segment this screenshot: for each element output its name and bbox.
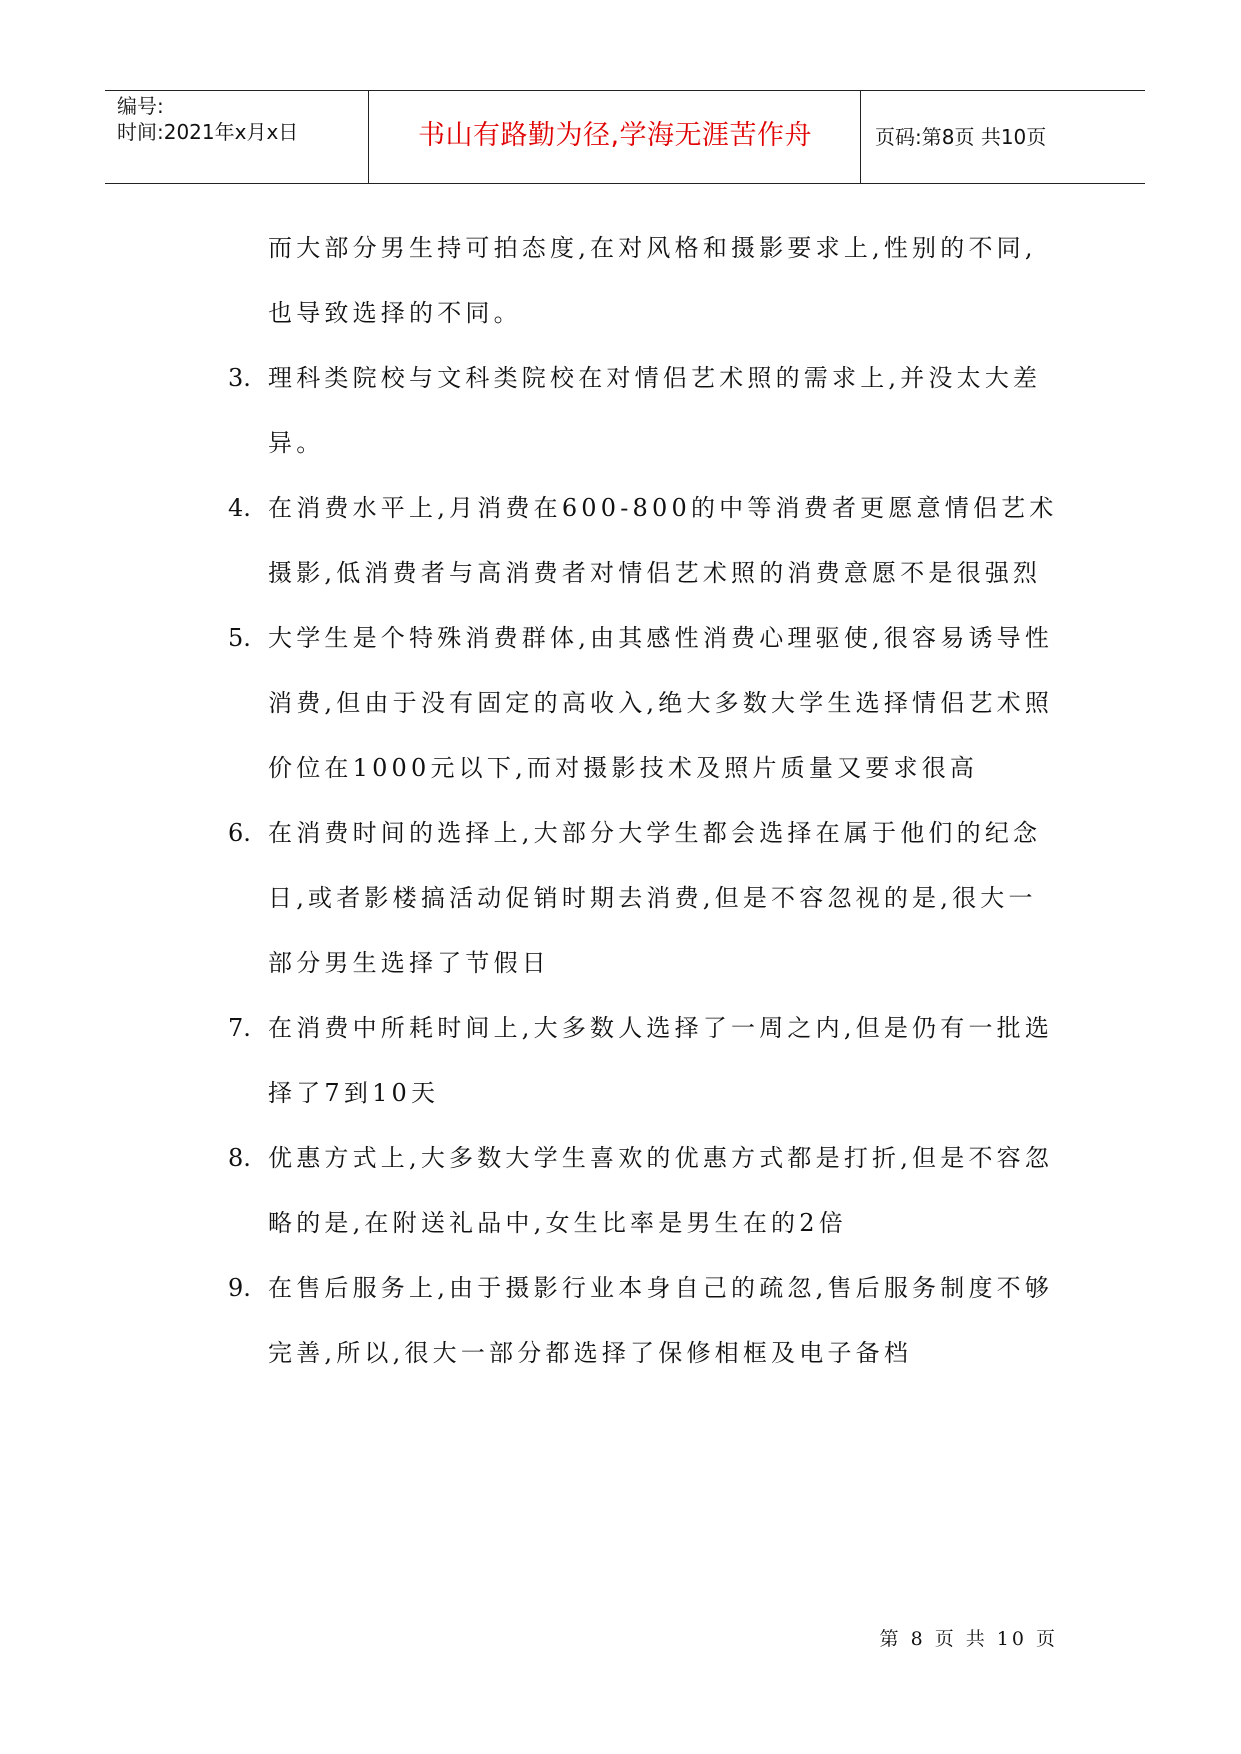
paragraph-number: 3.: [228, 364, 251, 392]
paragraph-item-6: [228, 801, 1058, 996]
page-header: [105, 90, 1145, 184]
paragraph-text: 而大部分男生持可拍态度,在对风格和摄影要求上,性别的不同,也导致选择的不同。: [268, 234, 1037, 327]
paragraph-number: 5.: [228, 624, 251, 652]
serial-number-label: 编号:: [117, 94, 164, 118]
paragraph-text: 在消费时间的选择上,大部分大学生都会选择在属于他们的纪念日,或者影楼搞活动促销时期去消费,但是不容忽视的是,很大一部分男生选择了节假日: [268, 819, 1042, 977]
paragraph-continued: [228, 216, 1058, 346]
paragraph-text: 在消费水平上,月消费在600-800的中等消费者更愿意情侣艺术摄影,低消费者与高消费者对情侣艺术照的消费意愿不是很强烈: [268, 494, 1058, 587]
paragraph-item-4: [228, 476, 1058, 606]
header-motto: 书山有路勤为径,学海无涯苦作舟: [417, 120, 813, 151]
paragraph-number: 6.: [228, 819, 251, 847]
header-divider-right: [860, 91, 861, 183]
paragraph-item-5: [228, 606, 1058, 801]
paragraph-text: 在售后服务上,由于摄影行业本身自己的疏忽,售后服务制度不够完善,所以,很大一部分都选择了保修相框及电子备档: [268, 1274, 1054, 1367]
paragraph-text: 优惠方式上,大多数大学生喜欢的优惠方式都是打折,但是不容忽略的是,在附送礼品中,女生比率是男生在的2倍: [268, 1144, 1054, 1237]
paragraph-item-7: [228, 996, 1058, 1126]
document-body: [228, 216, 1058, 1386]
paragraph-number: 9.: [228, 1274, 251, 1302]
paragraph-number: 8.: [228, 1144, 251, 1172]
header-divider-left: [368, 91, 369, 183]
paragraph-text: 理科类院校与文科类院校在对情侣艺术照的需求上,并没太大差异。: [268, 364, 1042, 457]
paragraph-number: 4.: [228, 494, 251, 522]
header-page-info: 页码:第8页 共10页: [875, 125, 1047, 149]
header-meta: [117, 93, 367, 145]
paragraph-number: 7.: [228, 1014, 251, 1042]
paragraph-text: 大学生是个特殊消费群体,由其感性消费心理驱使,很容易诱导性消费,但由于没有固定的高收入,绝大多数大学生选择情侣艺术照价位在1000元以下,而对摄影技术及照片质量又要求很高: [268, 624, 1054, 782]
page-footer: 第 8 页 共 10 页: [879, 1628, 1058, 1650]
date-label: 时间:2021年x月x日: [117, 120, 299, 144]
paragraph-item-3: [228, 346, 1058, 476]
paragraph-text: 在消费中所耗时间上,大多数人选择了一周之内,但是仍有一批选择了7到10天: [268, 1014, 1054, 1107]
paragraph-item-9: [228, 1256, 1058, 1386]
paragraph-item-8: [228, 1126, 1058, 1256]
